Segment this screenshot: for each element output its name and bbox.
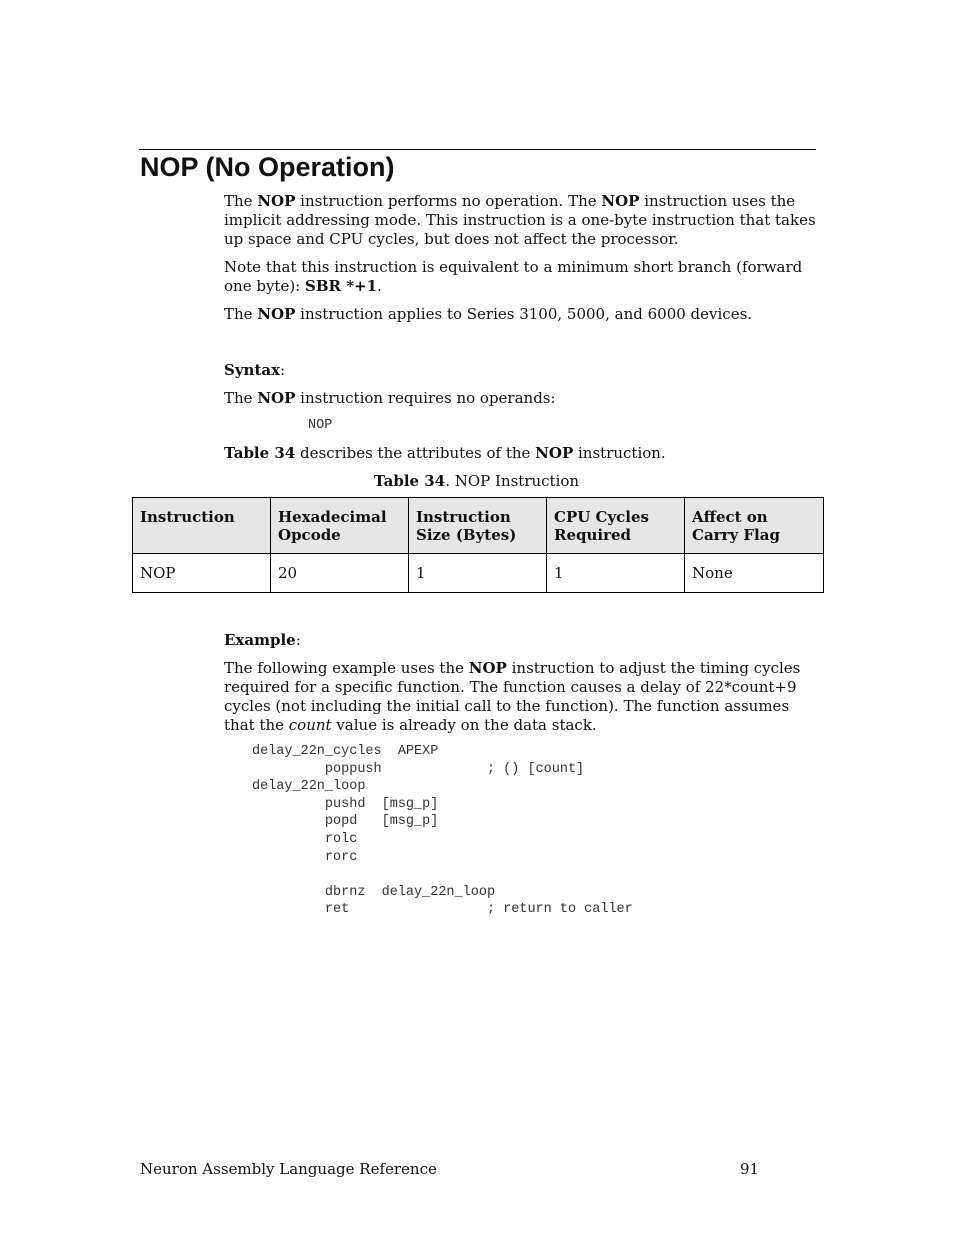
code-line: rolc xyxy=(252,831,358,847)
example-heading: Example: xyxy=(224,631,301,649)
page-number: 91 xyxy=(740,1160,760,1178)
cell-instruction-size: 1 xyxy=(409,554,547,593)
code-line: rorc xyxy=(252,849,358,865)
header-hex-opcode: Hexadecimal Opcode xyxy=(271,498,409,554)
example-text: The following example uses the NOP instruction to adjust the timing cycles required for a specific function. The function causes a delay of 22*count+9 cycles (not including the initial call to the function). The function assumes that the count value is already on the data stack. xyxy=(224,659,801,734)
header-cpu-cycles: CPU Cycles Required xyxy=(547,498,685,554)
table-header-row xyxy=(133,498,824,554)
example-code-block xyxy=(252,743,633,919)
count-term: count xyxy=(288,716,332,734)
syntax-heading: Syntax: xyxy=(224,361,286,379)
code-line: dbrnz delay_22n_loop xyxy=(252,884,496,900)
nop-attributes-table xyxy=(132,497,824,593)
section-title: NOP (No Operation) xyxy=(140,152,395,182)
code-line: delay_22n_cycles APEXP xyxy=(252,744,439,759)
header-carry-flag: Affect on Carry Flag xyxy=(685,498,824,554)
intro-paragraph-3: The NOP instruction applies to Series 3100, 5000, and 6000 devices. xyxy=(224,305,753,323)
header-instruction-size: Instruction Size (Bytes) xyxy=(409,498,547,554)
code-line: delay_22n_loop xyxy=(252,779,366,795)
nop-term: NOP xyxy=(257,192,296,210)
cell-instruction: NOP xyxy=(133,554,271,593)
table-reference: Table 34 describes the attributes of the NOP instruction. xyxy=(224,444,666,462)
cell-cpu-cycles: 1 xyxy=(547,554,685,593)
syntax-text: The NOP instruction requires no operands: xyxy=(224,389,556,407)
nop-term: NOP xyxy=(601,192,640,210)
table-row xyxy=(133,554,824,593)
table-caption: Table 34. NOP Instruction xyxy=(373,472,580,490)
intro-paragraph-1: The NOP instruction performs no operation. The NOP instruction uses the implicit addressing mode. This instruction is a one-byte instruction that takes up space and CPU cycles, but does not affect the processor. xyxy=(224,192,816,248)
code-line: poppush ; () [count] xyxy=(252,761,585,777)
code-line: pushd [msg_p] xyxy=(252,796,439,812)
intro-paragraph-2: Note that this instruction is equivalent to a minimum short branch (forward one byte): SBR *+1. xyxy=(224,258,803,295)
footer-title: Neuron Assembly Language Reference xyxy=(140,1160,437,1178)
syntax-code: NOP xyxy=(308,418,333,433)
table-34-link[interactable]: Table 34 xyxy=(224,444,296,462)
cell-carry-flag: None xyxy=(685,554,824,593)
nop-term: NOP xyxy=(535,444,574,462)
nop-term: NOP xyxy=(257,389,296,407)
code-line: ret ; return to caller xyxy=(252,902,633,918)
cell-hex-opcode: 20 xyxy=(271,554,409,593)
nop-term: NOP xyxy=(257,305,296,323)
code-line: popd [msg_p] xyxy=(252,814,439,830)
header-instruction: Instruction xyxy=(133,498,271,554)
nop-term: NOP xyxy=(468,659,507,677)
sbr-code: SBR *+1 xyxy=(305,277,378,295)
